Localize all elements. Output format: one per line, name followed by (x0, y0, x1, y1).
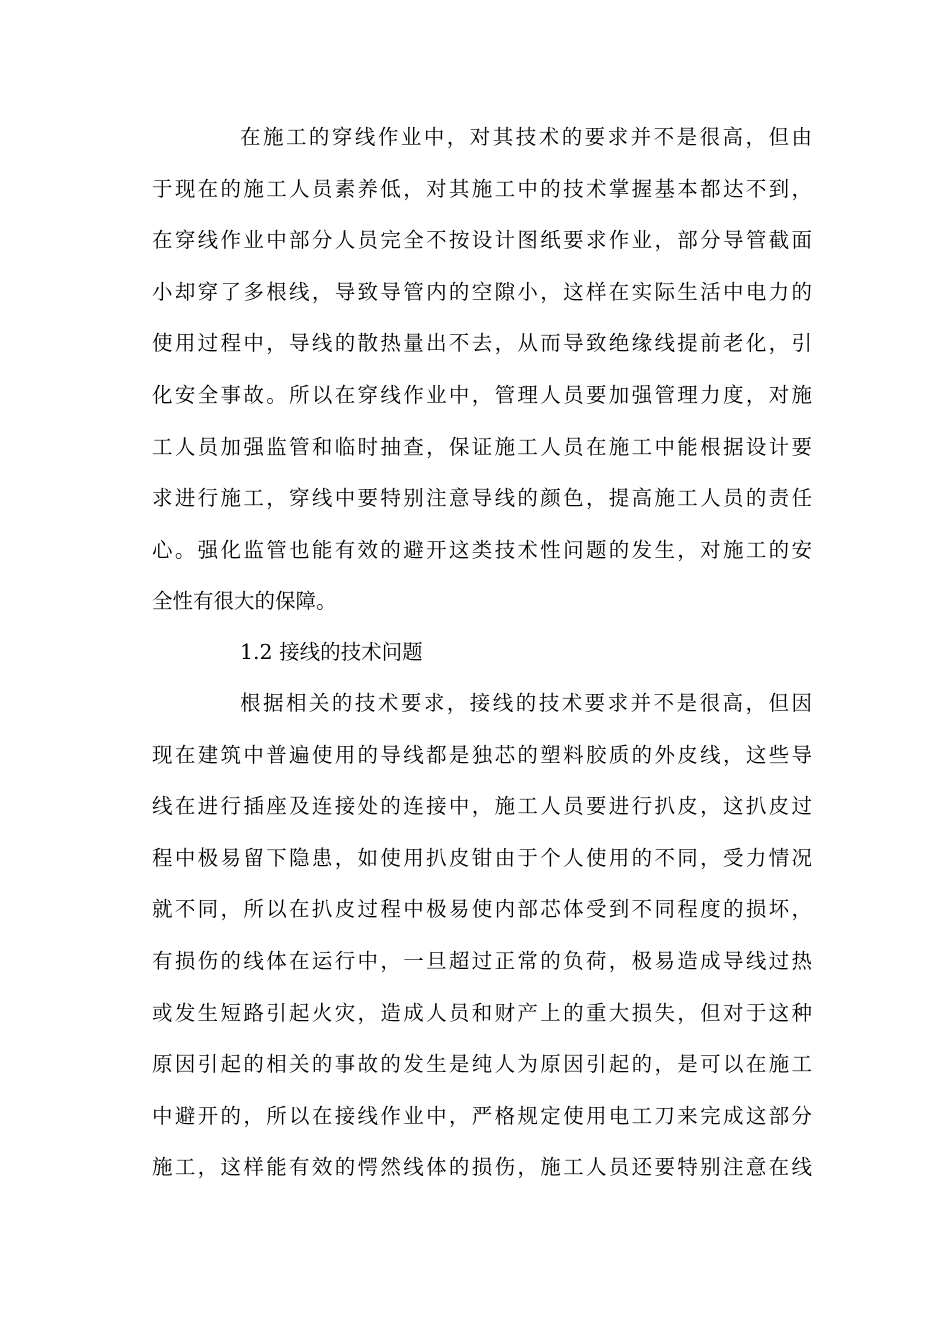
paragraph-line: 全性有很大的保障。 (152, 589, 337, 614)
paragraph-line: 程中极易留下隐患，如使用扒皮钳由于个人使用的不同，受力情况 (152, 845, 812, 870)
paragraph-wire-threading (152, 112, 812, 628)
paragraph-line: 于现在的施工人员素养低，对其施工中的技术掌握基本都达不到， (152, 176, 812, 201)
paragraph-line: 在施工的穿线作业中，对其技术的要求并不是很高，但由 (240, 125, 812, 149)
paragraph-line: 或发生短路引起火灾，造成人员和财产上的重大损失，但对于这种 (152, 1000, 812, 1025)
paragraph-line: 使用过程中，导线的散热量出不去，从而导致绝缘线提前老化，引 (152, 331, 812, 356)
paragraph-line: 小却穿了多根线，导致导管内的空隙小，这样在实际生活中电力的 (152, 279, 812, 304)
paragraph-line: 根据相关的技术要求，接线的技术要求并不是很高，但因 (240, 691, 812, 715)
paragraph-line: 现在建筑中普遍使用的导线都是独芯的塑料胶质的外皮线，这些导 (152, 742, 812, 767)
paragraph-line: 线在进行插座及连接处的连接中，施工人员要进行扒皮，这扒皮过 (152, 794, 812, 819)
paragraph-line: 化安全事故。所以在穿线作业中，管理人员要加强管理力度，对施 (152, 382, 812, 407)
paragraph-line: 求进行施工，穿线中要特别注意导线的颜色，提高施工人员的责任 (152, 486, 812, 511)
paragraph-line: 原因引起的相关的事故的发生是纯人为原因引起的，是可以在施工 (152, 1052, 812, 1077)
paragraph-line: 就不同，所以在扒皮过程中极易使内部芯体受到不同程度的损坏， (152, 897, 812, 922)
paragraph-line: 工人员加强监管和临时抽查，保证施工人员在施工中能根据设计要 (152, 434, 812, 459)
paragraph-line: 在穿线作业中部分人员完全不按设计图纸要求作业，部分导管截面 (152, 228, 812, 253)
paragraph-line: 施工，这样能有效的愕然线体的损伤，施工人员还要特别注意在线 (152, 1155, 812, 1180)
section-heading: 1.2 接线的技术问题 (240, 640, 423, 664)
paragraph-line: 中避开的，所以在接线作业中，严格规定使用电工刀来完成这部分 (152, 1103, 812, 1128)
paragraph-wire-connection (152, 678, 812, 1194)
paragraph-line: 心。强化监管也能有效的避开这类技术性问题的发生，对施工的安 (152, 537, 812, 562)
paragraph-line: 有损伤的线体在运行中，一旦超过正常的负荷，极易造成导线过热 (152, 948, 812, 973)
